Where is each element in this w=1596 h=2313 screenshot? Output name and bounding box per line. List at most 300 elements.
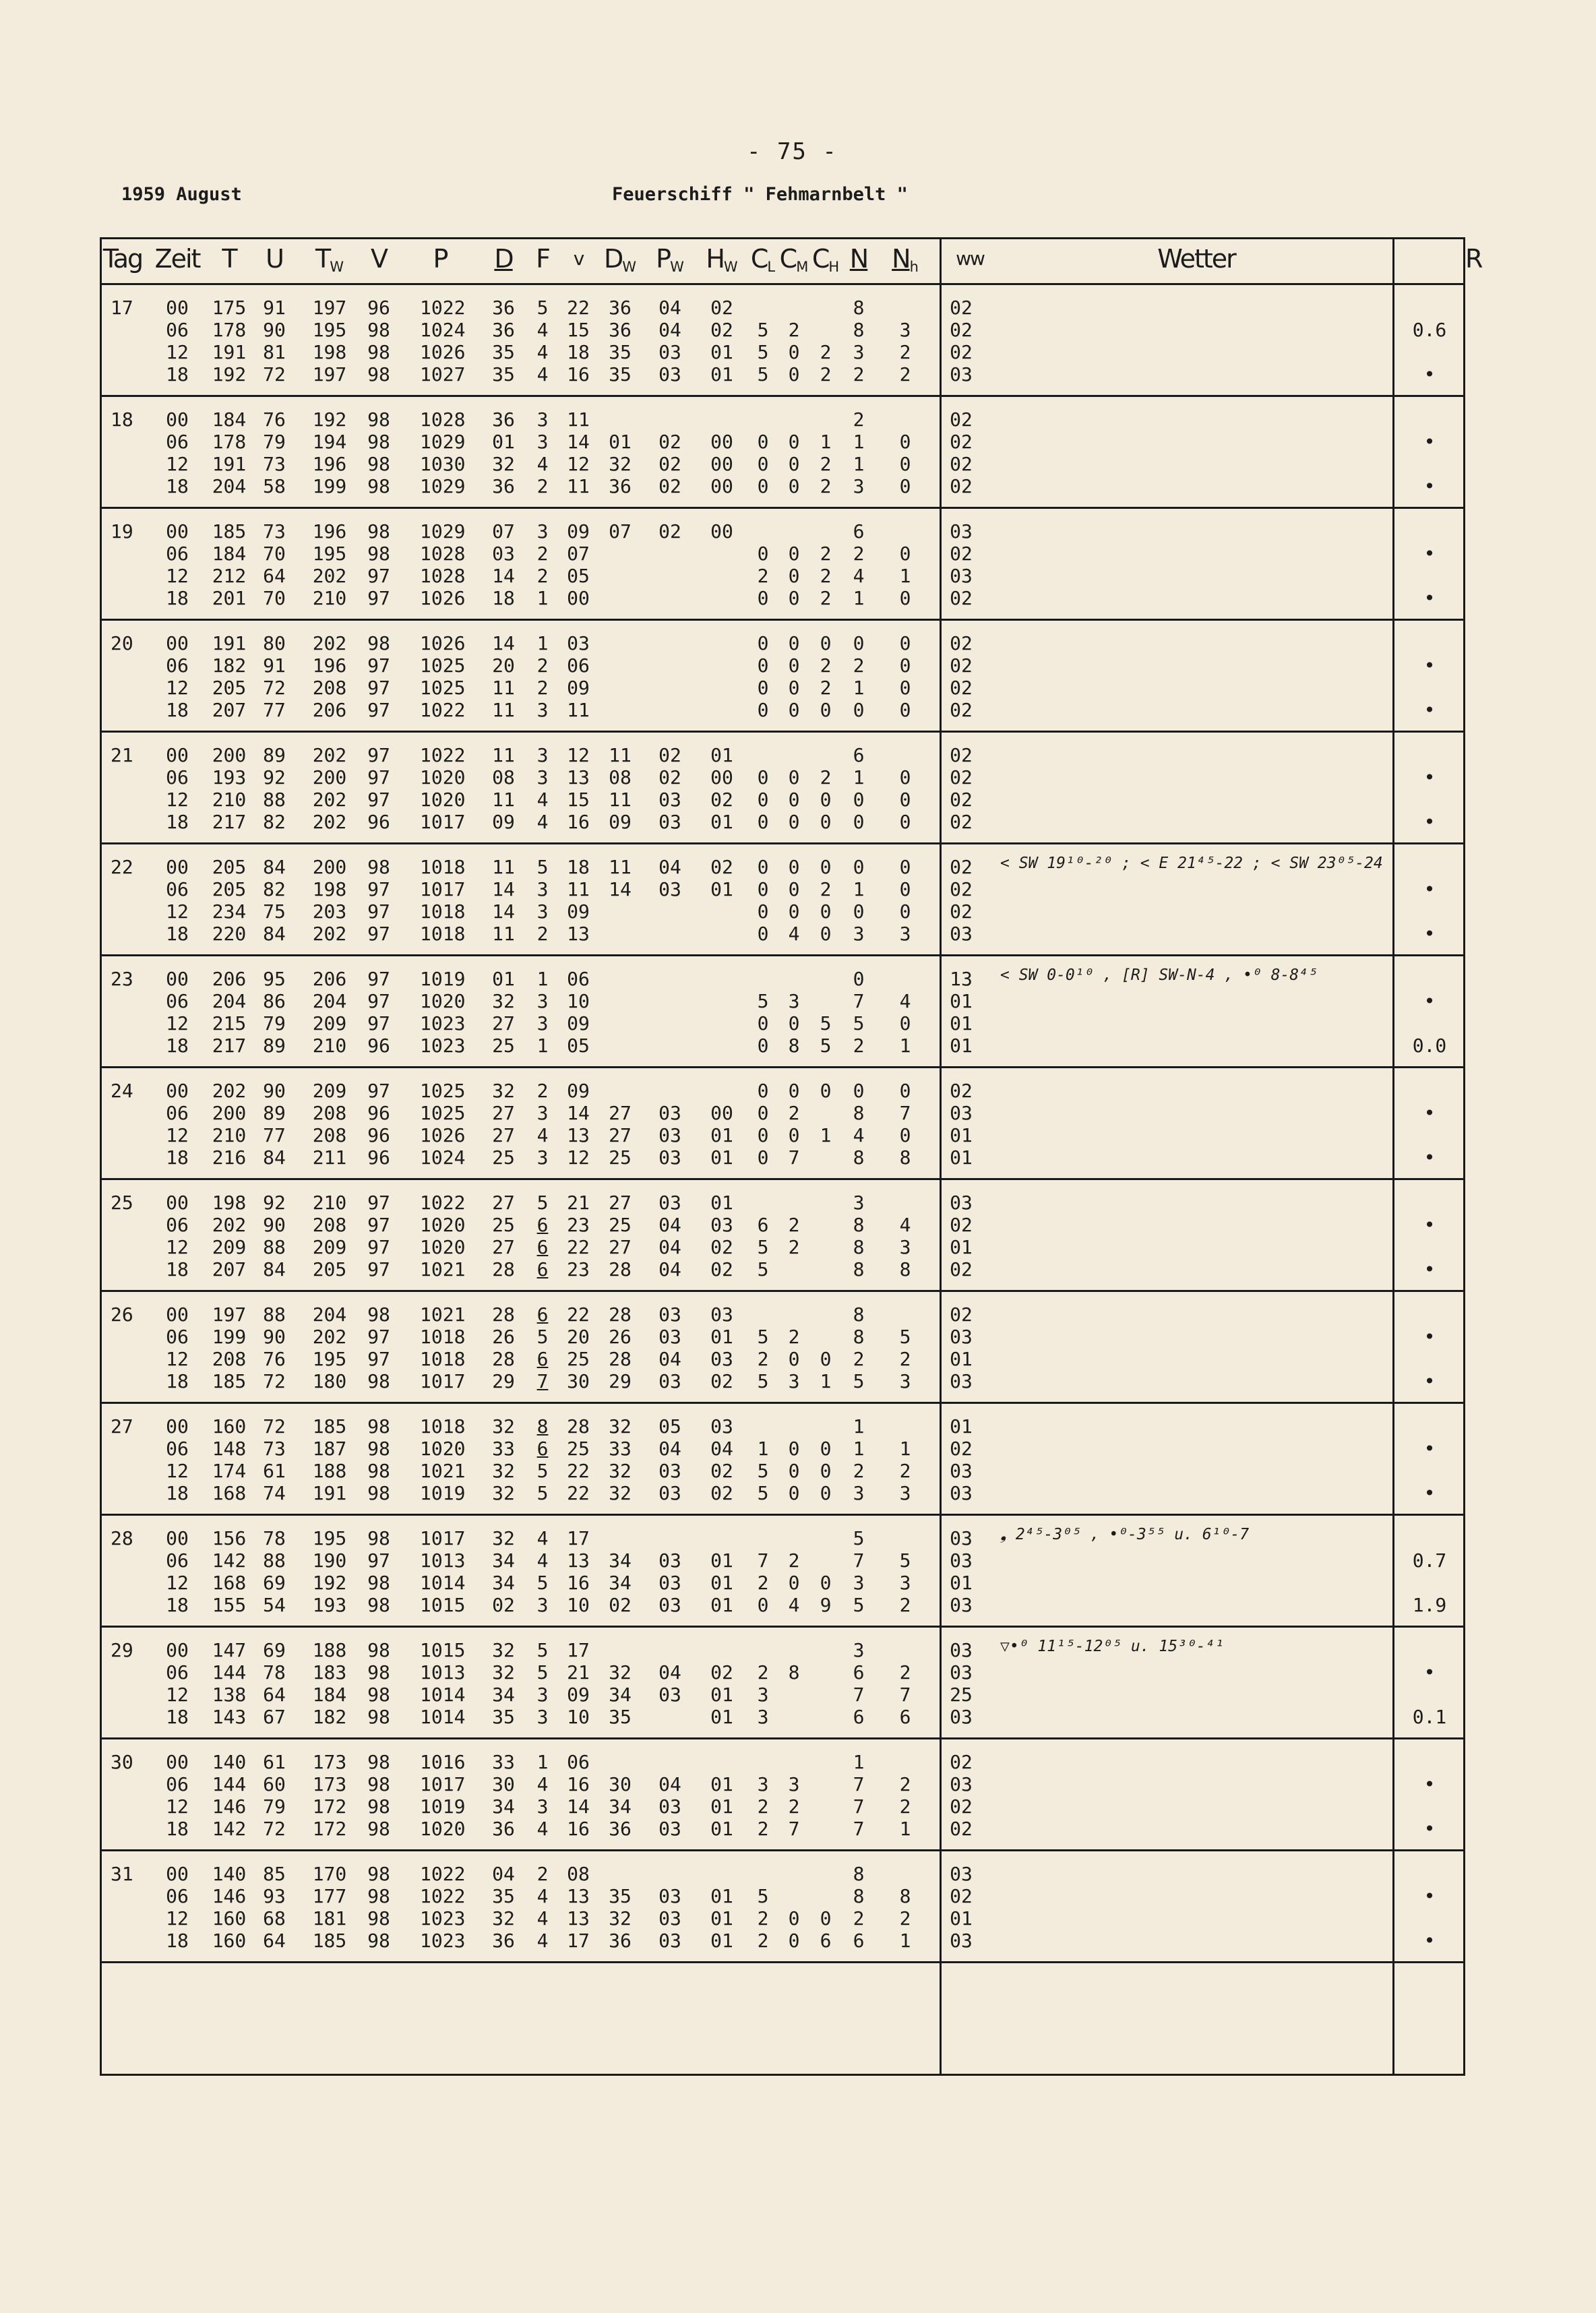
cell-v: 97 [367, 1549, 390, 1572]
cell-tw: 203 [312, 900, 347, 923]
cell-tw: 210 [312, 1192, 347, 1214]
cell-t: 204 [212, 475, 247, 497]
cell-v: 98 [367, 1438, 390, 1460]
cell-zeit: 06 [166, 1214, 189, 1236]
rain-value: • [1423, 587, 1436, 609]
cell-u: 72 [263, 1370, 286, 1392]
cell-hw: 01 [710, 1124, 733, 1146]
cell-nh: 0 [899, 543, 911, 565]
cell-pw: 03 [658, 1572, 681, 1594]
cell-u: 64 [263, 1930, 286, 1952]
cell-p: 1018 [420, 900, 466, 923]
cell-t: 160 [212, 1415, 247, 1438]
cell-zeit: 00 [166, 1863, 189, 1885]
cell-f: 5 [536, 1460, 549, 1482]
cell-v: 98 [367, 1572, 390, 1594]
cell-tw: 185 [312, 1415, 347, 1438]
cell-cm: 0 [788, 1572, 800, 1594]
cell-v: 97 [367, 766, 390, 789]
cell-f: 6 [536, 1438, 549, 1460]
cell-zeit: 00 [166, 744, 189, 766]
cell-n: 8 [853, 1236, 865, 1258]
rain-left-rule [1392, 237, 1394, 2076]
cell-cl: 0 [757, 632, 769, 654]
cell-zeit: 18 [166, 1818, 189, 1840]
cell-f: 4 [536, 1773, 549, 1795]
day-separator [100, 1849, 1465, 1851]
cell-cl: 0 [757, 1035, 769, 1057]
cell-ww: 01 [950, 1124, 973, 1146]
cell-nh: 2 [899, 341, 911, 363]
cell-f: 3 [536, 1594, 549, 1616]
cell-ch: 2 [820, 341, 832, 363]
cell-t: 160 [212, 1907, 247, 1930]
cell-f: 5 [536, 856, 549, 878]
cell-n: 7 [853, 990, 865, 1012]
cell-p: 1030 [420, 453, 466, 475]
cell-u: 73 [263, 453, 286, 475]
cell-p: 1022 [420, 1885, 466, 1907]
cell-p: 1013 [420, 1661, 466, 1684]
cell-u: 89 [263, 1102, 286, 1124]
cell-ch: 2 [820, 587, 832, 609]
cell-nh: 1 [899, 1818, 911, 1840]
cell-d: 32 [492, 990, 515, 1012]
cell-cm: 7 [788, 1818, 800, 1840]
cell-tw: 198 [312, 341, 347, 363]
cell-n: 6 [853, 1930, 865, 1952]
cell-cm: 0 [788, 1348, 800, 1370]
cell-ww: 03 [950, 565, 973, 587]
cell-dw: 25 [609, 1146, 632, 1169]
cell-zeit: 06 [166, 1773, 189, 1795]
cell-ww: 02 [950, 1438, 973, 1460]
cell-f: 4 [536, 1124, 549, 1146]
cell-d: 27 [492, 1236, 515, 1258]
cell-vv: 13 [567, 766, 590, 789]
cell-tw: 206 [312, 699, 347, 721]
cell-cm: 0 [788, 811, 800, 833]
cell-f: 2 [536, 923, 549, 945]
cell-vv: 10 [567, 1706, 590, 1728]
cell-hw: 03 [710, 1415, 733, 1438]
cell-vv: 16 [567, 1572, 590, 1594]
cell-d: 11 [492, 856, 515, 878]
cell-ch: 2 [820, 677, 832, 699]
cell-zeit: 12 [166, 1684, 189, 1706]
cell-vv: 14 [567, 1795, 590, 1818]
cell-u: 72 [263, 1415, 286, 1438]
cell-tw: 173 [312, 1773, 347, 1795]
cell-p: 1022 [420, 1863, 466, 1885]
cell-pw: 03 [658, 1146, 681, 1169]
cell-cm: 7 [788, 1146, 800, 1169]
cell-t: 142 [212, 1818, 247, 1840]
weather-log-table [100, 237, 1482, 2076]
cell-u: 70 [263, 543, 286, 565]
cell-vv: 22 [567, 1460, 590, 1482]
cell-cl: 0 [757, 1012, 769, 1035]
cell-p: 1019 [420, 968, 466, 990]
rain-value: • [1423, 1438, 1436, 1460]
cell-cl: 0 [757, 766, 769, 789]
cell-t: 207 [212, 1258, 247, 1281]
cell-cl: 0 [757, 1146, 769, 1169]
cell-zeit: 00 [166, 408, 189, 431]
col-header-label: ww [956, 247, 984, 270]
cell-pw: 03 [658, 878, 681, 900]
cell-v: 98 [367, 1415, 390, 1438]
cell-ww: 03 [950, 1706, 973, 1728]
cell-f: 8 [536, 1415, 549, 1438]
cell-f: 3 [536, 766, 549, 789]
cell-v: 96 [367, 1124, 390, 1146]
cell-tw: 202 [312, 923, 347, 945]
cell-p: 1022 [420, 297, 466, 319]
cell-u: 64 [263, 565, 286, 587]
cell-v: 98 [367, 1795, 390, 1818]
cell-zeit: 18 [166, 1035, 189, 1057]
cell-t: 191 [212, 632, 247, 654]
cell-vv: 17 [567, 1639, 590, 1661]
cell-ch: 0 [820, 1482, 832, 1504]
cell-tw: 209 [312, 1012, 347, 1035]
cell-vv: 16 [567, 1818, 590, 1840]
cell-d: 32 [492, 1527, 515, 1549]
cell-cm: 0 [788, 475, 800, 497]
cell-ww: 03 [950, 923, 973, 945]
day-separator [100, 1737, 1465, 1739]
cell-d: 04 [492, 1863, 515, 1885]
cell-f: 4 [536, 1885, 549, 1907]
cell-tw: 206 [312, 968, 347, 990]
cell-dw: 11 [609, 789, 632, 811]
cell-t: 234 [212, 900, 247, 923]
rain-value: 1.9 [1412, 1594, 1447, 1616]
cell-n: 1 [853, 878, 865, 900]
cell-pw: 02 [658, 431, 681, 453]
cell-nh: 3 [899, 1370, 911, 1392]
cell-t: 185 [212, 520, 247, 543]
cell-d: 32 [492, 1639, 515, 1661]
day-separator [100, 395, 1465, 397]
cell-dw: 32 [609, 1661, 632, 1684]
cell-f: 4 [536, 319, 549, 341]
col-header-subscript: W [723, 259, 738, 275]
cell-zeit: 06 [166, 766, 189, 789]
col-header-label: D [494, 244, 513, 274]
cell-ww: 01 [950, 1236, 973, 1258]
cell-t: 155 [212, 1594, 247, 1616]
cell-dw: 36 [609, 319, 632, 341]
cell-v: 98 [367, 1751, 390, 1773]
cell-p: 1028 [420, 565, 466, 587]
cell-vv: 22 [567, 1303, 590, 1326]
cell-cm: 0 [788, 878, 800, 900]
cell-ch: 2 [820, 654, 832, 677]
cell-dw: 27 [609, 1124, 632, 1146]
cell-dw: 29 [609, 1370, 632, 1392]
cell-d: 28 [492, 1258, 515, 1281]
cell-dw: 35 [609, 1885, 632, 1907]
cell-cm: 3 [788, 1773, 800, 1795]
cell-zeit: 18 [166, 1482, 189, 1504]
cell-zeit: 06 [166, 1326, 189, 1348]
cell-pw: 03 [658, 1370, 681, 1392]
cell-d: 25 [492, 1214, 515, 1236]
cell-nh: 2 [899, 1594, 911, 1616]
cell-zeit: 12 [166, 1348, 189, 1370]
cell-vv: 25 [567, 1438, 590, 1460]
cell-nh: 1 [899, 1438, 911, 1460]
cell-d: 25 [492, 1035, 515, 1057]
cell-d: 34 [492, 1572, 515, 1594]
cell-pw: 03 [658, 1818, 681, 1840]
cell-ww: 02 [950, 543, 973, 565]
cell-p: 1019 [420, 1482, 466, 1504]
col-header-label: T [315, 244, 330, 274]
cell-d: 29 [492, 1370, 515, 1392]
cell-d: 11 [492, 789, 515, 811]
cell-d: 34 [492, 1549, 515, 1572]
cell-tw: 182 [312, 1706, 347, 1728]
cell-u: 86 [263, 990, 286, 1012]
cell-cm: 4 [788, 923, 800, 945]
cell-ww: 02 [950, 1214, 973, 1236]
cell-d: 14 [492, 900, 515, 923]
cell-u: 88 [263, 1236, 286, 1258]
cell-p: 1014 [420, 1706, 466, 1728]
day-label: 19 [111, 520, 133, 543]
cell-tw: 180 [312, 1370, 347, 1392]
cell-nh: 8 [899, 1885, 911, 1907]
cell-cm: 0 [788, 587, 800, 609]
cell-zeit: 18 [166, 1706, 189, 1728]
cell-nh: 2 [899, 1661, 911, 1684]
cell-p: 1019 [420, 1795, 466, 1818]
cell-n: 1 [853, 1438, 865, 1460]
cell-u: 76 [263, 1348, 286, 1370]
cell-nh: 3 [899, 923, 911, 945]
cell-p: 1022 [420, 699, 466, 721]
cell-v: 97 [367, 1192, 390, 1214]
cell-tw: 197 [312, 297, 347, 319]
cell-d: 02 [492, 1594, 515, 1616]
cell-tw: 191 [312, 1482, 347, 1504]
cell-v: 98 [367, 1460, 390, 1482]
cell-tw: 200 [312, 766, 347, 789]
cell-cm: 0 [788, 341, 800, 363]
cell-cm: 2 [788, 1236, 800, 1258]
cell-v: 98 [367, 363, 390, 386]
cell-pw: 03 [658, 363, 681, 386]
cell-pw: 03 [658, 1192, 681, 1214]
cell-n: 7 [853, 1684, 865, 1706]
cell-hw: 02 [710, 1258, 733, 1281]
cell-t: 168 [212, 1482, 247, 1504]
cell-vv: 09 [567, 900, 590, 923]
cell-ww: 02 [950, 1751, 973, 1773]
cell-n: 2 [853, 1035, 865, 1057]
cell-f: 4 [536, 341, 549, 363]
cell-p: 1018 [420, 923, 466, 945]
cell-p: 1021 [420, 1258, 466, 1281]
cell-n: 7 [853, 1549, 865, 1572]
cell-hw: 01 [710, 1594, 733, 1616]
cell-v: 98 [367, 1594, 390, 1616]
cell-p: 1025 [420, 677, 466, 699]
cell-vv: 25 [567, 1348, 590, 1370]
cell-zeit: 00 [166, 1192, 189, 1214]
col-header-label: Tag [102, 244, 143, 274]
cell-pw: 04 [658, 1773, 681, 1795]
cell-cl: 7 [757, 1549, 769, 1572]
cell-tw: 192 [312, 408, 347, 431]
cell-cl: 0 [757, 1080, 769, 1102]
cell-pw: 03 [658, 1102, 681, 1124]
cell-tw: 202 [312, 744, 347, 766]
cell-u: 91 [263, 297, 286, 319]
cell-hw: 02 [710, 319, 733, 341]
cell-cm: 2 [788, 319, 800, 341]
cell-hw: 01 [710, 1885, 733, 1907]
cell-cm: 0 [788, 900, 800, 923]
cell-ww: 03 [950, 1527, 973, 1549]
cell-zeit: 12 [166, 900, 189, 923]
cell-zeit: 00 [166, 520, 189, 543]
cell-tw: 210 [312, 587, 347, 609]
cell-vv: 13 [567, 1124, 590, 1146]
col-header-label: P [433, 244, 448, 274]
cell-f: 1 [536, 1035, 549, 1057]
cell-t: 178 [212, 431, 247, 453]
cell-d: 32 [492, 1080, 515, 1102]
cell-cm: 0 [788, 1124, 800, 1146]
cell-nh: 2 [899, 1795, 911, 1818]
cell-n: 1 [853, 1751, 865, 1773]
cell-cm: 2 [788, 1214, 800, 1236]
cell-t: 202 [212, 1214, 247, 1236]
cell-nh: 2 [899, 1773, 911, 1795]
cell-f: 4 [536, 1527, 549, 1549]
cell-pw: 05 [658, 1415, 681, 1438]
cell-hw: 00 [710, 453, 733, 475]
cell-cm: 0 [788, 1080, 800, 1102]
rain-value: 0.7 [1412, 1549, 1447, 1572]
cell-vv: 09 [567, 677, 590, 699]
cell-cl: 5 [757, 990, 769, 1012]
cell-zeit: 06 [166, 1661, 189, 1684]
cell-cm: 3 [788, 990, 800, 1012]
cell-d: 32 [492, 1415, 515, 1438]
cell-ww: 02 [950, 453, 973, 475]
col-header-subscript: h [909, 259, 919, 275]
cell-dw: 07 [609, 520, 632, 543]
cell-p: 1023 [420, 1012, 466, 1035]
cell-dw: 34 [609, 1572, 632, 1594]
cell-f: 3 [536, 520, 549, 543]
cell-v: 97 [367, 587, 390, 609]
cell-v: 97 [367, 878, 390, 900]
cell-hw: 02 [710, 789, 733, 811]
cell-n: 2 [853, 543, 865, 565]
cell-u: 89 [263, 744, 286, 766]
cell-d: 08 [492, 766, 515, 789]
cell-vv: 07 [567, 543, 590, 565]
rain-value: • [1423, 1818, 1436, 1840]
cell-zeit: 06 [166, 1102, 189, 1124]
cell-v: 98 [367, 632, 390, 654]
cell-vv: 09 [567, 1080, 590, 1102]
cell-t: 215 [212, 1012, 247, 1035]
cell-n: 6 [853, 1706, 865, 1728]
cell-zeit: 00 [166, 297, 189, 319]
cell-ww: 01 [950, 1146, 973, 1169]
cell-cm: 0 [788, 1438, 800, 1460]
cell-pw: 03 [658, 789, 681, 811]
cell-hw: 03 [710, 1214, 733, 1236]
cell-nh: 0 [899, 766, 911, 789]
cell-f: 3 [536, 744, 549, 766]
cell-ww: 02 [950, 341, 973, 363]
cell-cm: 0 [788, 632, 800, 654]
cell-hw: 01 [710, 1795, 733, 1818]
cell-t: 212 [212, 565, 247, 587]
cell-zeit: 12 [166, 789, 189, 811]
cell-t: 175 [212, 297, 247, 319]
cell-cl: 3 [757, 1684, 769, 1706]
cell-cm: 0 [788, 1907, 800, 1930]
cell-pw: 02 [658, 453, 681, 475]
cell-d: 32 [492, 1460, 515, 1482]
col-header-subscript: M [796, 259, 809, 275]
cell-v: 98 [367, 520, 390, 543]
cell-vv: 03 [567, 632, 590, 654]
cell-n: 5 [853, 1527, 865, 1549]
rain-value: • [1423, 1661, 1436, 1684]
cell-u: 82 [263, 878, 286, 900]
cell-n: 8 [853, 297, 865, 319]
cell-d: 32 [492, 1661, 515, 1684]
cell-t: 217 [212, 1035, 247, 1057]
cell-ch: 2 [820, 453, 832, 475]
cell-dw: 33 [609, 1438, 632, 1460]
rain-value: • [1423, 1102, 1436, 1124]
cell-t: 143 [212, 1706, 247, 1728]
cell-t: 138 [212, 1684, 247, 1706]
cell-f: 1 [536, 632, 549, 654]
cell-ch: 0 [820, 1460, 832, 1482]
cell-pw: 03 [658, 1930, 681, 1952]
col-header-subscript: L [767, 259, 776, 275]
cell-pw: 04 [658, 1236, 681, 1258]
cell-ww: 02 [950, 677, 973, 699]
cell-v: 98 [367, 1885, 390, 1907]
cell-zeit: 12 [166, 1124, 189, 1146]
cell-p: 1020 [420, 1438, 466, 1460]
cell-nh: 0 [899, 900, 911, 923]
cell-pw: 03 [658, 1303, 681, 1326]
cell-v: 97 [367, 900, 390, 923]
cell-pw: 03 [658, 341, 681, 363]
cell-v: 97 [367, 789, 390, 811]
col-header-subscript: W [622, 259, 637, 275]
cell-p: 1026 [420, 341, 466, 363]
col-header-label: Zeit [154, 244, 200, 274]
cell-dw: 32 [609, 1460, 632, 1482]
cell-ch: 5 [820, 1035, 832, 1057]
cell-v: 96 [367, 1146, 390, 1169]
